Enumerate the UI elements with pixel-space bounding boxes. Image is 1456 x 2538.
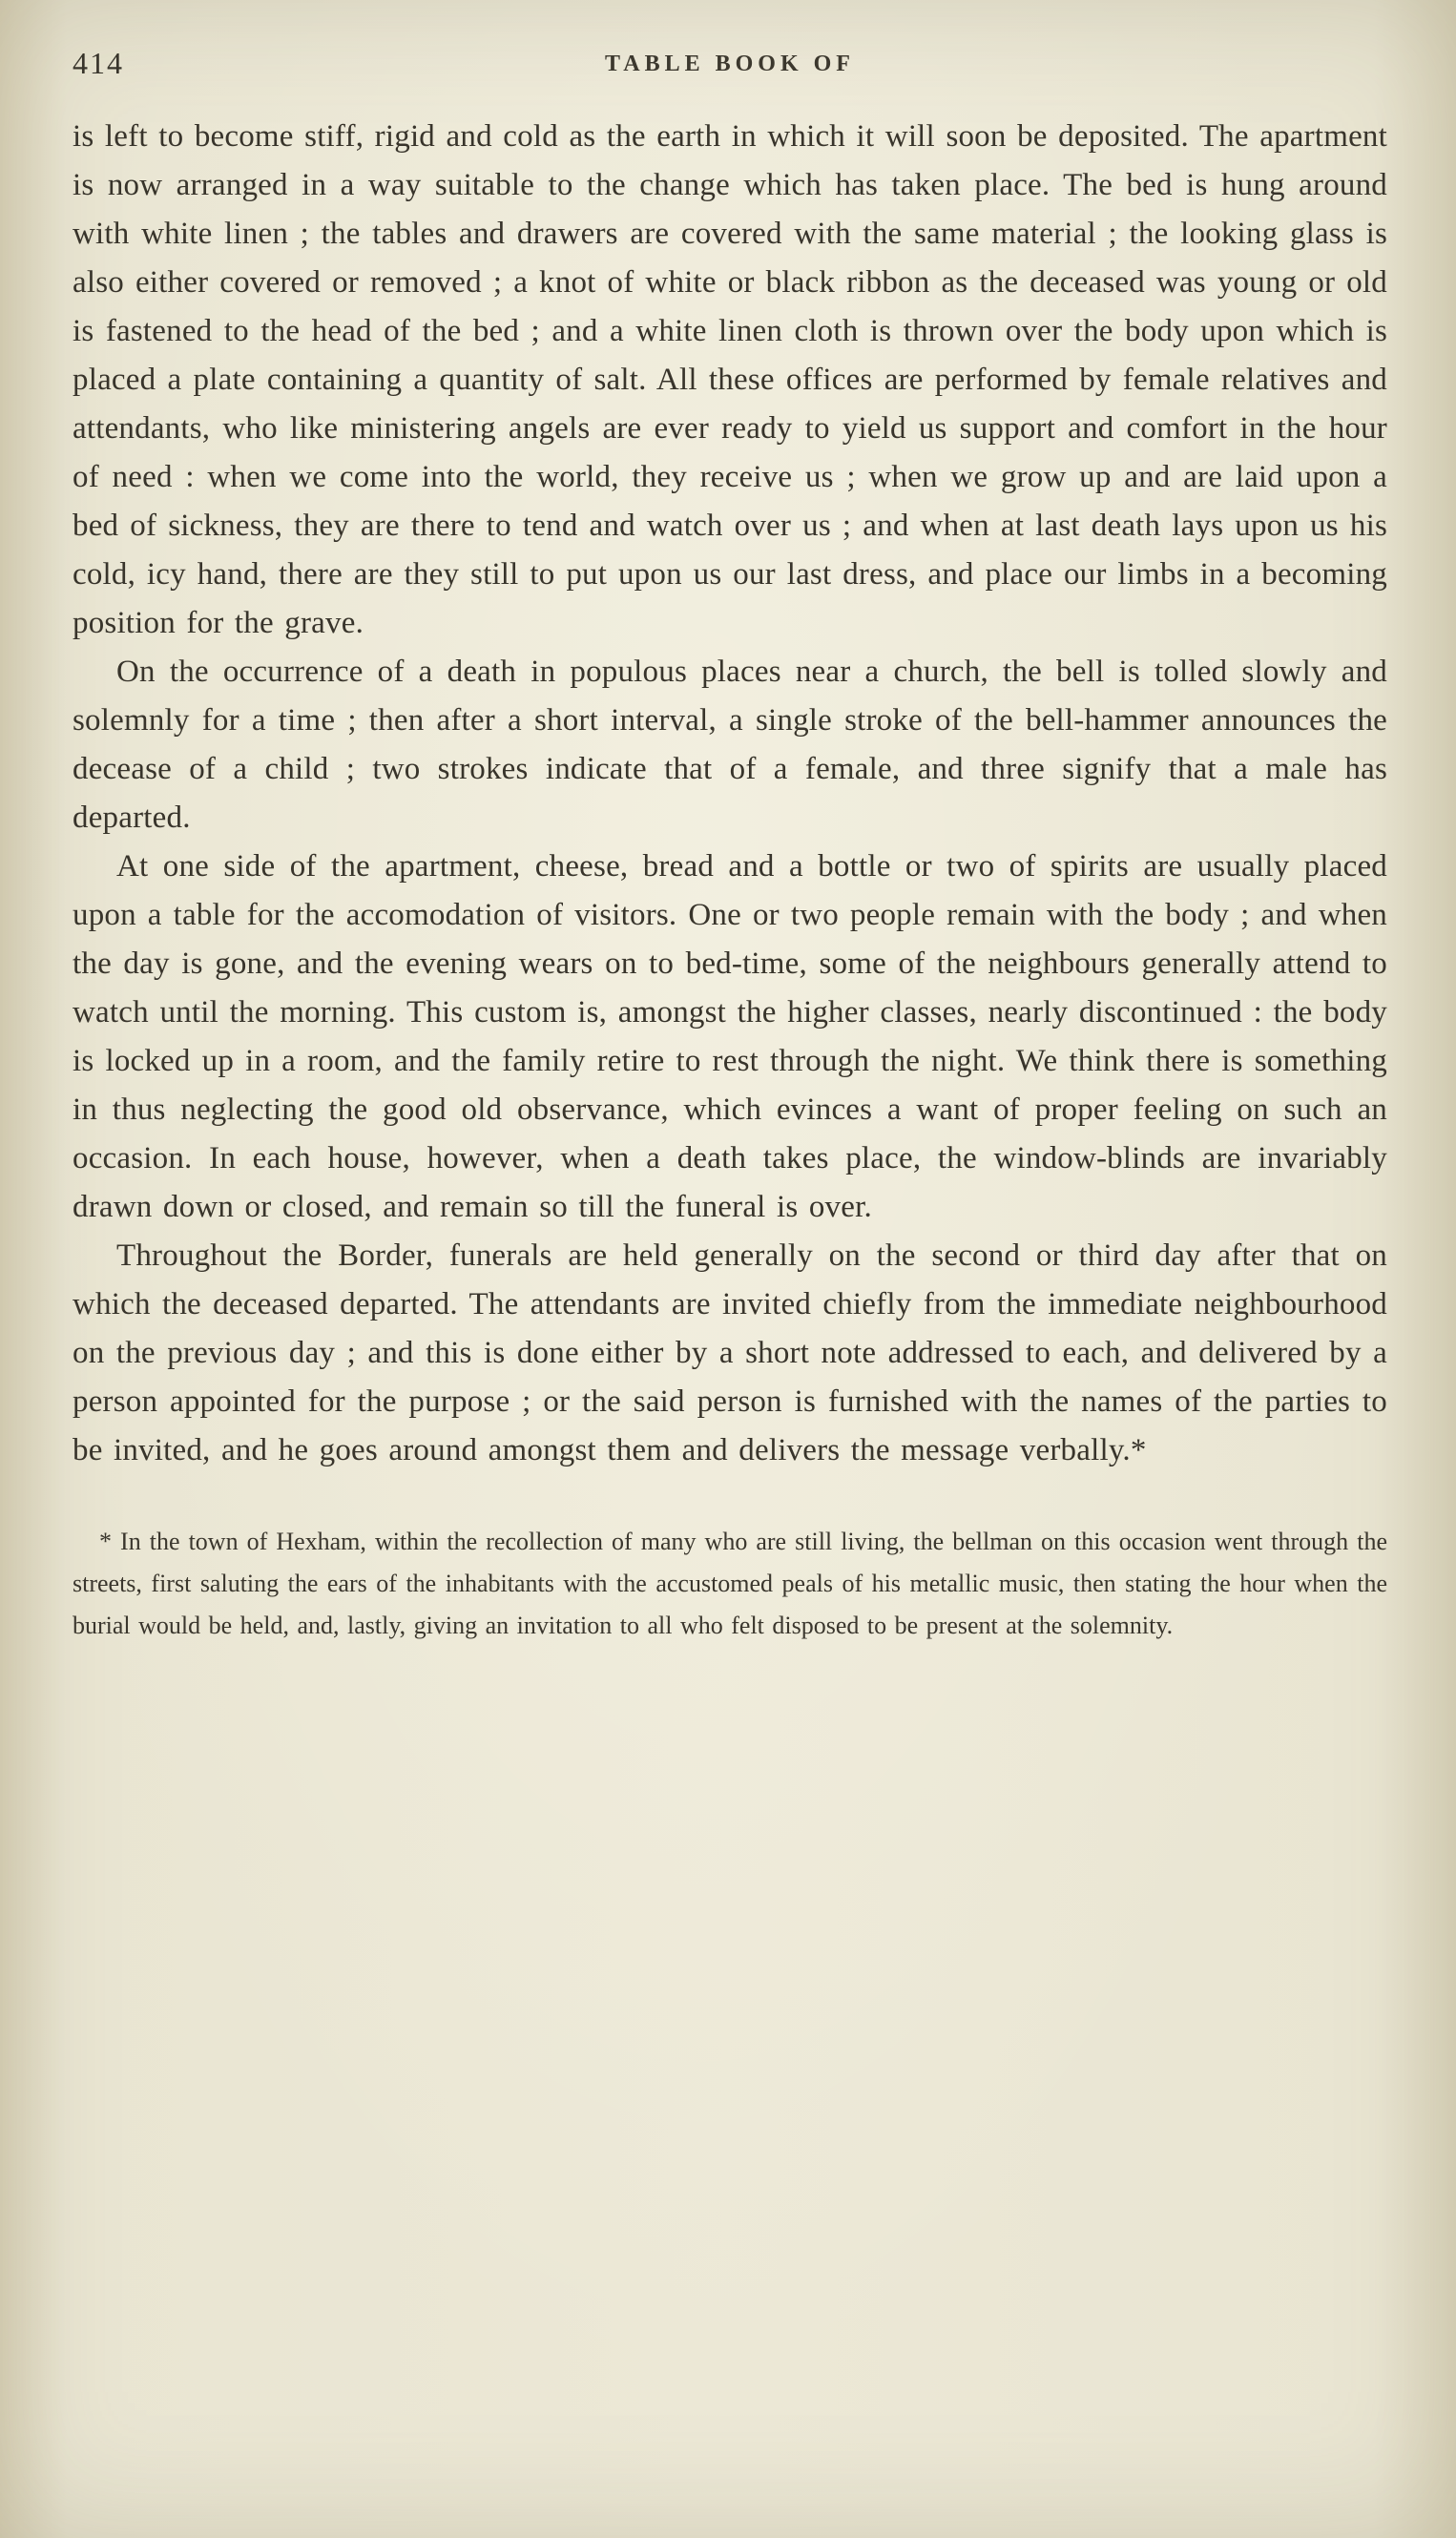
footnote-text: * In the town of Hexham, within the recollection of many who are still living, the bellman on this occasion went through the streets, first saluting the ears of the inhabitants with the accustomed peals of his metallic music, then stating the hour when the burial would be held, and, lastly, giving an invitation to all who felt disposed to be present at the solemnity. [73, 1528, 1387, 1639]
paragraph: is left to become stiff, rigid and cold as the earth in which it will soon be deposited. The apartment is now arranged in a way suitable to the change which has taken place. The bed is hung around with white linen ; the tables and drawers are covered with the same material ; the looking glass is also either covered or removed ; a knot of white or black ribbon as the deceased was young or old is fastened to the head of the bed ; and a white linen cloth is thrown over the body upon which is placed a plate containing a quantity of salt. All these offices are performed by female relatives and attendants, who like ministering angels are ever ready to yield us support and comfort in the hour of need : when we come into the world, they receive us ; when we grow up and are laid upon a bed of sickness, they are there to tend and watch over us ; and when at last death lays upon us his cold, icy hand, there are they still to put upon us our last dress, and place our limbs in a becoming position for the grave. [73, 119, 1387, 640]
running-head [73, 44, 1387, 86]
paragraph: On the occurrence of a death in populous places near a church, the bell is tolled slowly and solemnly for a time ; then after a short interval, a single stroke of the bell-hammer announces the decease of a child ; two strokes indicate that of a female, and three signify that a male has departed. [73, 655, 1387, 835]
footnote [73, 1521, 1387, 1647]
paragraph: At one side of the apartment, cheese, bread and a bottle or two of spirits are usually placed upon a table for the accomodation of visitors. One or two people remain with the body ; and when the day is gone, and the evening wears on to bed-time, some of the neighbours generally attend to watch until the morning. This custom is, amongst the higher classes, nearly discontinued : the body is locked up in a room, and the family retire to rest through the night. We think there is something in thus neglecting the good old observance, which evinces a want of proper feeling on such an occasion. In each house, however, when a death takes place, the window-blinds are invariably drawn down or closed, and remain so till the funeral is over. [73, 849, 1387, 1224]
page-number: 414 [73, 46, 124, 80]
paragraph: Throughout the Border, funerals are held generally on the second or third day after that on which the deceased departed. The attendants are invited chiefly from the immediate neighbourhood on the previous day ; and this is done either by a short note addressed to each, and delivered by a person appointed for the purpose ; or the said person is furnished with the names of the parties to be invited, and he goes around amongst them and delivers the message verbally.* [73, 1238, 1387, 1467]
running-header-title: TABLE BOOK OF [605, 52, 855, 76]
page-body [73, 113, 1387, 1475]
